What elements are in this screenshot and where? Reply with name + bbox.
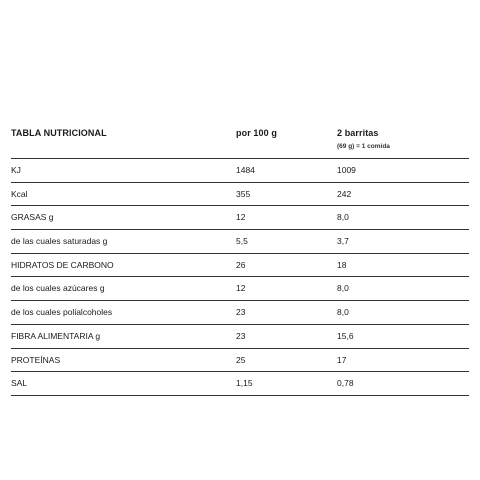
table-row: [11, 230, 469, 254]
table-row: [11, 325, 469, 349]
value-per-serving: 242: [337, 188, 352, 199]
value-per-serving: 0,78: [337, 378, 354, 389]
value-per-100g: 23: [236, 307, 246, 318]
table-row: [11, 254, 469, 278]
value-per-serving: 18: [337, 259, 347, 270]
table-row: [11, 206, 469, 230]
nutrient-name: de los cuales polialcoholes: [11, 307, 113, 318]
nutrient-name: de las cuales saturadas g: [11, 236, 108, 247]
nutrient-name: Kcal: [11, 188, 28, 199]
header-serving-note: (69 g) = 1 comida: [337, 143, 390, 150]
table-row: [11, 183, 469, 207]
value-per-100g: 1,15: [236, 378, 253, 389]
table-row: [11, 301, 469, 325]
nutrient-name: SAL: [11, 378, 28, 389]
nutrient-name: PROTEÍNAS: [11, 354, 61, 365]
nutrition-table: [11, 124, 469, 396]
value-per-100g: 1484: [236, 165, 255, 175]
header-per-100g: por 100 g: [236, 128, 277, 138]
nutrient-name: KJ: [11, 165, 21, 175]
value-per-100g: 12: [236, 212, 246, 223]
value-per-100g: 25: [236, 354, 246, 365]
nutrient-name: GRASAS g: [11, 212, 54, 223]
table-row: [11, 277, 469, 301]
value-per-serving: 15,6: [337, 330, 354, 341]
table-row: [11, 372, 469, 396]
header-serving: 2 barritas: [337, 128, 379, 138]
table-row: [11, 349, 469, 373]
value-per-serving: 3,7: [337, 236, 349, 247]
value-per-serving: 8,0: [337, 212, 349, 223]
header-table-title: TABLA NUTRICIONAL: [11, 128, 107, 138]
table-row: [11, 159, 469, 183]
value-per-serving: 1009: [337, 165, 356, 175]
value-per-100g: 5,5: [236, 236, 248, 247]
value-per-serving: 17: [337, 354, 347, 365]
value-per-100g: 23: [236, 330, 246, 341]
value-per-100g: 355: [236, 188, 251, 199]
table-header: [11, 124, 469, 159]
value-per-serving: 8,0: [337, 307, 349, 318]
nutrient-name: HIDRATOS DE CARBONO: [11, 259, 114, 270]
value-per-100g: 26: [236, 259, 246, 270]
value-per-serving: 8,0: [337, 283, 349, 294]
nutrient-name: de los cuales azúcares g: [11, 283, 105, 294]
nutrient-name: FIBRA ALIMENTARIA g: [11, 330, 101, 341]
table-body: [11, 159, 469, 396]
value-per-100g: 12: [236, 283, 246, 294]
